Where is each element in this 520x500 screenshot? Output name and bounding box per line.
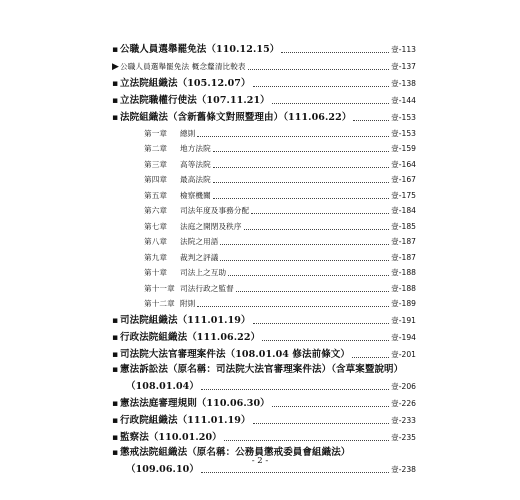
leader-dots — [353, 120, 389, 121]
page-number: 壹-113 — [391, 45, 416, 54]
chapter-number: 第八章 — [144, 237, 168, 246]
toc-entry[interactable] — [112, 328, 416, 345]
bullet: ▪ — [112, 448, 119, 458]
page-number: 壹-175 — [391, 190, 416, 200]
page-number: 壹-167 — [391, 175, 416, 184]
chapter-number: 第十一章 — [144, 283, 175, 293]
chapter-title: 裁判之評議 — [180, 252, 219, 262]
page-number: 壹-144 — [391, 96, 416, 105]
page-number: 壹-201 — [391, 350, 416, 359]
entry-title: 行政院組織法（111.01.19） — [120, 415, 251, 426]
toc-entry-continuation[interactable] — [112, 377, 416, 394]
page-number: 壹-137 — [391, 62, 416, 71]
chapter-number: 第四章 — [144, 175, 168, 184]
chapter-title: 法院之用語 — [180, 237, 219, 246]
leader-dots — [272, 406, 389, 407]
bullet: ▪ — [112, 433, 119, 443]
toc-entry[interactable] — [112, 74, 416, 91]
bullet: ▪ — [112, 316, 119, 326]
toc-chapter[interactable] — [112, 203, 416, 219]
leader-dots — [213, 198, 389, 199]
leader-dots — [213, 167, 389, 168]
entry-title: 司法院大法官審理案件法（108.01.04 修法前條文） — [120, 349, 350, 360]
chapter-number: 第三章 — [144, 159, 168, 169]
toc-entry[interactable] — [112, 40, 416, 57]
leader-dots — [220, 260, 389, 261]
leader-dots — [281, 52, 389, 53]
toc-entry[interactable] — [112, 411, 416, 428]
chapter-number: 第二章 — [144, 144, 168, 153]
toc-entry[interactable] — [112, 362, 416, 377]
page-number: 壹-138 — [391, 79, 416, 88]
chapter-title: 法庭之開閉及秩序 — [180, 221, 242, 231]
entry-title: 憲法法庭審理規則（110.06.30） — [120, 398, 270, 409]
leader-dots — [262, 340, 389, 341]
chapter-number: 第十二章 — [144, 299, 175, 308]
leader-dots — [201, 472, 389, 473]
chapter-title: 檢察機關 — [180, 190, 211, 200]
leader-dots — [251, 213, 389, 214]
page-number: 壹-233 — [391, 416, 416, 425]
entry-title: 立法院組織法（105.12.07） — [120, 78, 251, 89]
chapter-title: 總則 — [180, 128, 196, 138]
page-number: 壹-164 — [391, 159, 416, 169]
toc-chapter[interactable] — [112, 187, 416, 203]
toc-chapter[interactable] — [112, 249, 416, 265]
entry-title: 公職人員選舉罷免法（110.12.15） — [120, 44, 280, 55]
page-number: 壹-189 — [391, 299, 416, 308]
chapter-number: 第一章 — [144, 128, 168, 138]
entry-title: 司法院組織法（111.01.19） — [120, 315, 251, 326]
chapter-title: 高等法院 — [180, 159, 211, 169]
toc-chapter[interactable] — [112, 125, 416, 141]
toc-chapter[interactable] — [112, 234, 416, 250]
chapter-number: 第五章 — [144, 190, 168, 200]
chapter-number: 第十章 — [144, 268, 168, 277]
page-number: 壹-206 — [391, 382, 416, 391]
toc-entry[interactable] — [112, 345, 416, 362]
toc-chapter[interactable] — [112, 280, 416, 296]
entry-title: 公職人員選舉罷免法 概念釐清比較表 — [120, 62, 246, 71]
leader-dots — [253, 423, 390, 424]
chapter-title: 司法行政之監督 — [180, 283, 234, 293]
leader-dots — [197, 306, 389, 307]
bullet: ▪ — [112, 79, 119, 89]
leader-dots — [201, 389, 389, 390]
toc-entry[interactable] — [112, 428, 416, 445]
toc-entry[interactable] — [112, 57, 416, 74]
page-number: 壹-185 — [391, 221, 416, 231]
bullet: ▪ — [112, 45, 119, 55]
toc-entry[interactable] — [112, 311, 416, 328]
bullet: ▪ — [112, 350, 119, 360]
table-of-contents — [112, 40, 416, 477]
chapter-number: 第七章 — [144, 221, 168, 231]
bullet: ▪ — [112, 96, 119, 106]
chapter-number: 第九章 — [144, 252, 168, 262]
chapter-title: 司法年度及事務分配 — [180, 206, 250, 215]
bullet: ▪ — [112, 333, 119, 343]
page-number: 壹-184 — [391, 206, 416, 215]
chapter-title: 司法上之互助 — [180, 268, 227, 277]
page-number: 壹-191 — [391, 316, 416, 325]
leader-dots — [244, 229, 390, 230]
leader-dots — [220, 244, 389, 245]
leader-dots — [253, 323, 390, 324]
entry-title: 憲法訴訟法（原名稱：司法院大法官審理案件法）（含草案暨說明） — [120, 364, 404, 375]
leader-dots — [352, 357, 389, 358]
toc-chapter[interactable] — [112, 141, 416, 157]
toc-chapter[interactable] — [112, 172, 416, 188]
leader-dots — [213, 182, 389, 183]
bullet: ▪ — [112, 399, 119, 409]
page-number: 壹-226 — [391, 399, 416, 408]
toc-entry[interactable] — [112, 91, 416, 108]
toc-chapter[interactable] — [112, 156, 416, 172]
toc-entry[interactable] — [112, 394, 416, 411]
page-number: 壹-153 — [391, 128, 416, 138]
bullet: ▪ — [112, 113, 119, 123]
leader-dots — [253, 86, 390, 87]
page-number: 壹-188 — [391, 283, 416, 293]
leader-dots — [213, 151, 389, 152]
entry-title-continued: （108.01.04） — [126, 381, 199, 392]
arrow-icon: ▶ — [112, 62, 119, 72]
chapter-title: 地方法院 — [180, 144, 211, 153]
page-number: 壹-187 — [391, 252, 416, 262]
entry-title-continued: （109.06.10） — [126, 464, 199, 475]
chapter-title: 最高法院 — [180, 175, 211, 184]
entry-title: 行政法院組織法（111.06.22） — [120, 332, 261, 343]
toc-chapter[interactable] — [112, 296, 416, 312]
chapter-number: 第六章 — [144, 206, 168, 215]
leader-dots — [197, 136, 389, 137]
entry-title: 懲戒法院組織法（原名稱：公務員懲戒委員會組織法） — [120, 447, 351, 458]
page-number: 壹-187 — [391, 237, 416, 246]
chapter-title: 附則 — [180, 299, 196, 308]
entry-title: 立法院職權行使法（107.11.21） — [120, 95, 270, 106]
toc-chapter[interactable] — [112, 265, 416, 281]
leader-dots — [248, 69, 390, 70]
toc-chapter[interactable] — [112, 218, 416, 234]
leader-dots — [236, 291, 389, 292]
leader-dots — [224, 440, 389, 441]
page-number: 壹-194 — [391, 333, 416, 342]
page-footer-number: - 2 - — [251, 456, 269, 466]
entry-title: 監察法（110.01.20） — [120, 432, 222, 443]
leader-dots — [272, 103, 389, 104]
bullet: ▪ — [112, 365, 119, 375]
toc-entry[interactable] — [112, 108, 416, 125]
bullet: ▪ — [112, 416, 119, 426]
page-number: 壹-188 — [391, 268, 416, 277]
leader-dots — [228, 275, 389, 276]
entry-title: 法院組織法（含新舊條文對照暨理由）（111.06.22） — [120, 112, 352, 123]
page-number: 壹-153 — [391, 113, 416, 122]
page-number: 壹-235 — [391, 433, 416, 442]
page-number: 壹-238 — [391, 465, 416, 474]
page-number: 壹-159 — [391, 144, 416, 153]
